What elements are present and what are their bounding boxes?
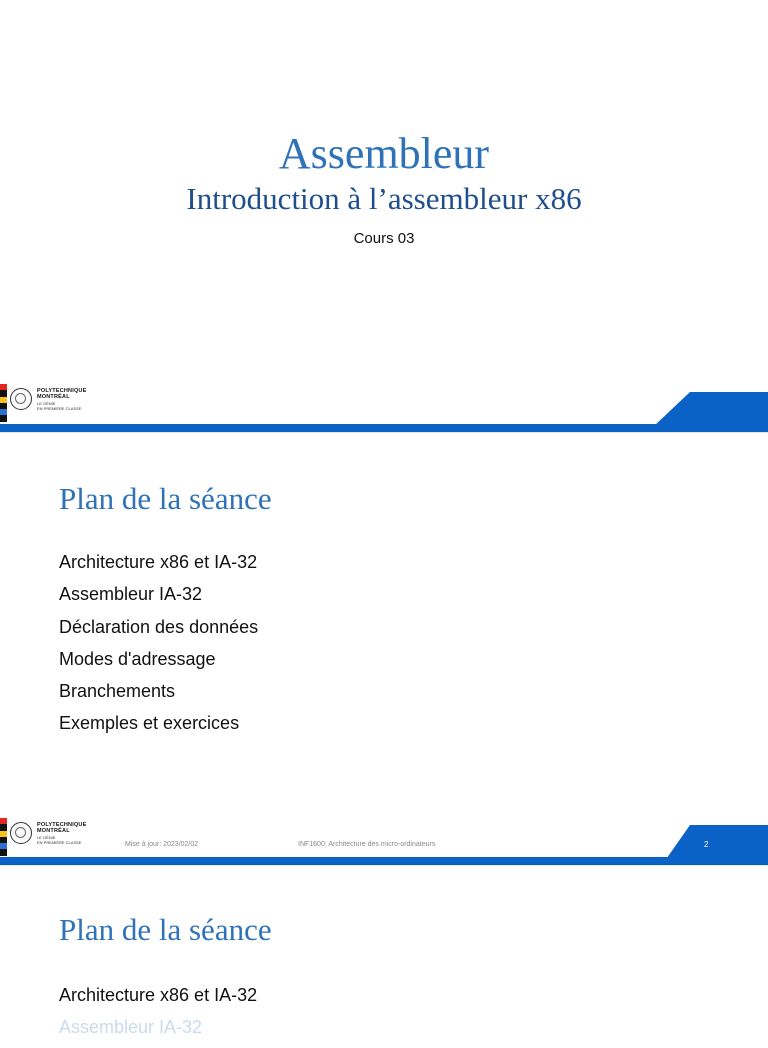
footer-course-name: INF1600: Architecture des micro-ordinateurs	[298, 841, 436, 848]
page-number: 2	[704, 840, 709, 849]
agenda-slide	[0, 433, 768, 865]
title-slide	[0, 0, 768, 432]
corner-wedge	[654, 392, 768, 426]
logo-tagline: LE GÉNIE EN PREMIÈRE CLASSE	[37, 401, 82, 411]
footer-bar	[0, 857, 768, 865]
agenda-item: Branchements	[59, 681, 176, 702]
agenda-item: Modes d'adressage	[59, 648, 216, 669]
agenda-list	[59, 550, 258, 744]
slide-subtitle: Introduction à l’assembleur x86	[186, 181, 582, 216]
agenda-item-faded: Assembleur IA-32	[59, 1017, 203, 1038]
agenda-item: Déclaration des données	[59, 616, 259, 637]
logo-stripes	[0, 818, 7, 856]
seal-icon	[10, 388, 32, 410]
slide-title: Assembleur	[278, 129, 490, 178]
slide-heading: Plan de la séance	[59, 481, 272, 516]
agenda-item: Architecture x86 et IA-32	[59, 985, 258, 1005]
logo-tagline: LE GÉNIE EN PREMIÈRE CLASSE	[37, 835, 82, 845]
agenda-item: Exemples et exercices	[59, 713, 240, 734]
polytechnique-logo	[0, 382, 90, 422]
logo-name: POLYTECHNIQUE MONTRÉAL	[37, 388, 87, 400]
logo-stripes	[0, 384, 7, 422]
agenda-slide-partial	[0, 866, 768, 1036]
agenda-item: Architecture x86 et IA-32	[59, 552, 258, 572]
seal-icon	[10, 822, 32, 844]
slide-heading: Plan de la séance	[59, 912, 272, 947]
footer-bar	[0, 424, 768, 432]
logo-name: POLYTECHNIQUE MONTRÉAL	[37, 822, 87, 834]
polytechnique-logo	[0, 816, 90, 856]
footer-updated-date: Mise à jour: 2023/02/02	[125, 841, 199, 848]
agenda-item: Assembleur IA-32	[59, 584, 203, 605]
agenda-list	[59, 983, 257, 1048]
course-number: Cours 03	[353, 230, 415, 247]
